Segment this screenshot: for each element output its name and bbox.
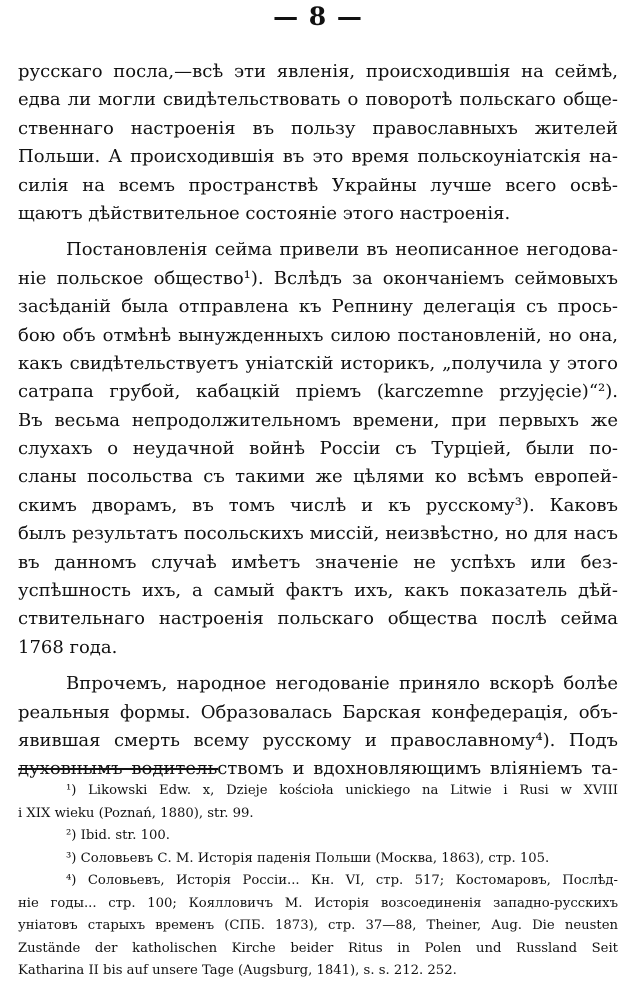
body-line: слухахъ о неудачной войнѣ Россіи съ Турціей, были по- xyxy=(18,438,618,460)
body-line: успѣшность ихъ, а самый фактъ ихъ, какъ показатель дѣй- xyxy=(18,580,618,602)
body-line: щаютъ дѣйствительное состояніе этого настроенія. xyxy=(18,202,511,224)
page-number: — 8 — xyxy=(273,2,363,31)
body-line: сатрапа грубой, кабацкій пріемъ (karczemne przyjęcie)“²). xyxy=(18,381,618,403)
body-line: засѣданій была отправлена къ Репнину делегація съ прось- xyxy=(18,296,618,318)
body-line: Постановленія сейма привели въ неописанное негодова- xyxy=(66,239,618,261)
footnote-line: ²) Ibid. str. 100. xyxy=(66,828,170,843)
body-line: 1768 года. xyxy=(18,636,118,658)
body-line: какъ свидѣтельствуетъ уніатскій историкъ, „получила у этого xyxy=(18,352,618,374)
body-line: бою объ отмѣнѣ вынужденныхъ силою постановленій, но она, xyxy=(18,324,618,346)
footnote-line: уніатовъ старыхъ временъ (СПБ. 1873), стр. 37—88, Theiner, Aug. Die neusten xyxy=(18,918,618,933)
body-line: духовнымъ водительствомъ и вдохновляющимъ вліяніемъ та- xyxy=(18,758,618,780)
body-line: реальныя формы. Образовалась Барская конфедерація, объ- xyxy=(18,701,618,723)
body-line: русскаго посла,—всѣ эти явленія, происходившія на сеймѣ, xyxy=(18,61,618,82)
body-line: сланы посольства съ такими же цѣлями ко всѣмъ европей- xyxy=(18,466,618,488)
footnotes xyxy=(18,780,618,983)
footnote-line: ³) Соловьевъ С. М. Исторія паденія Польши (Москва, 1863), стр. 105. xyxy=(66,850,550,866)
body-line: едва ли могли свидѣтельствовать о поворотѣ польскаго обще- xyxy=(18,89,618,111)
footnote-line: ⁴) Соловьевъ, Исторія Россіи... Кн. VI, стр. 517; Костомаровъ, Послѣд- xyxy=(66,873,618,888)
body-line: ствительнаго настроенія польскаго общества послѣ сейма xyxy=(18,608,618,630)
body-line: ніе польское общество¹). Вслѣдъ за окончаніемъ сеймовыхъ xyxy=(18,267,618,289)
footnote-separator xyxy=(18,768,218,770)
body-line: ственнаго настроенія въ пользу православныхъ жителей xyxy=(18,117,618,139)
body-text xyxy=(18,58,618,784)
body-line: Польши. А происходившія въ это время польскоуніатскія на- xyxy=(18,146,618,168)
body-line: Впрочемъ, народное негодованіе приняло вскорѣ болѣе xyxy=(66,673,618,695)
body-line: скимъ дворамъ, въ томъ числѣ и къ русскому³). Каковъ xyxy=(18,494,618,516)
paragraph-gap xyxy=(18,228,618,236)
footnote-line: Zustände der katholischen Kirche beider Ritus in Polen und Russland Seit xyxy=(18,940,618,956)
body-line: силія на всемъ пространствѣ Украйны лучше всего освѣ- xyxy=(18,174,618,196)
body-line: явившая смерть всему русскому и православному⁴). Подъ xyxy=(18,729,618,751)
paragraph-gap xyxy=(18,662,618,670)
footnote-line: i XIX wieku (Poznań, 1880), str. 99. xyxy=(18,805,254,821)
footnote-line: ¹) Likowski Edw. x, Dzieje kościoła unickiego na Litwie i Rusi w XVIII xyxy=(66,783,618,798)
body-line: былъ результатъ посольскихъ миссій, неизвѣстно, но для насъ xyxy=(18,523,618,545)
footnote-line: ніе годы... стр. 100; Коялловичъ М. Исторія возсоединенія западно-русскихъ xyxy=(18,895,618,911)
body-line: въ данномъ случаѣ имѣетъ значеніе не успѣхъ или без- xyxy=(18,551,618,573)
body-line: Въ весьма непродолжительномъ времени, при первыхъ же xyxy=(18,409,618,431)
footnote-line: Katharina II bis auf unsere Tage (Augsburg, 1841), s. s. 212. 252. xyxy=(18,963,457,978)
